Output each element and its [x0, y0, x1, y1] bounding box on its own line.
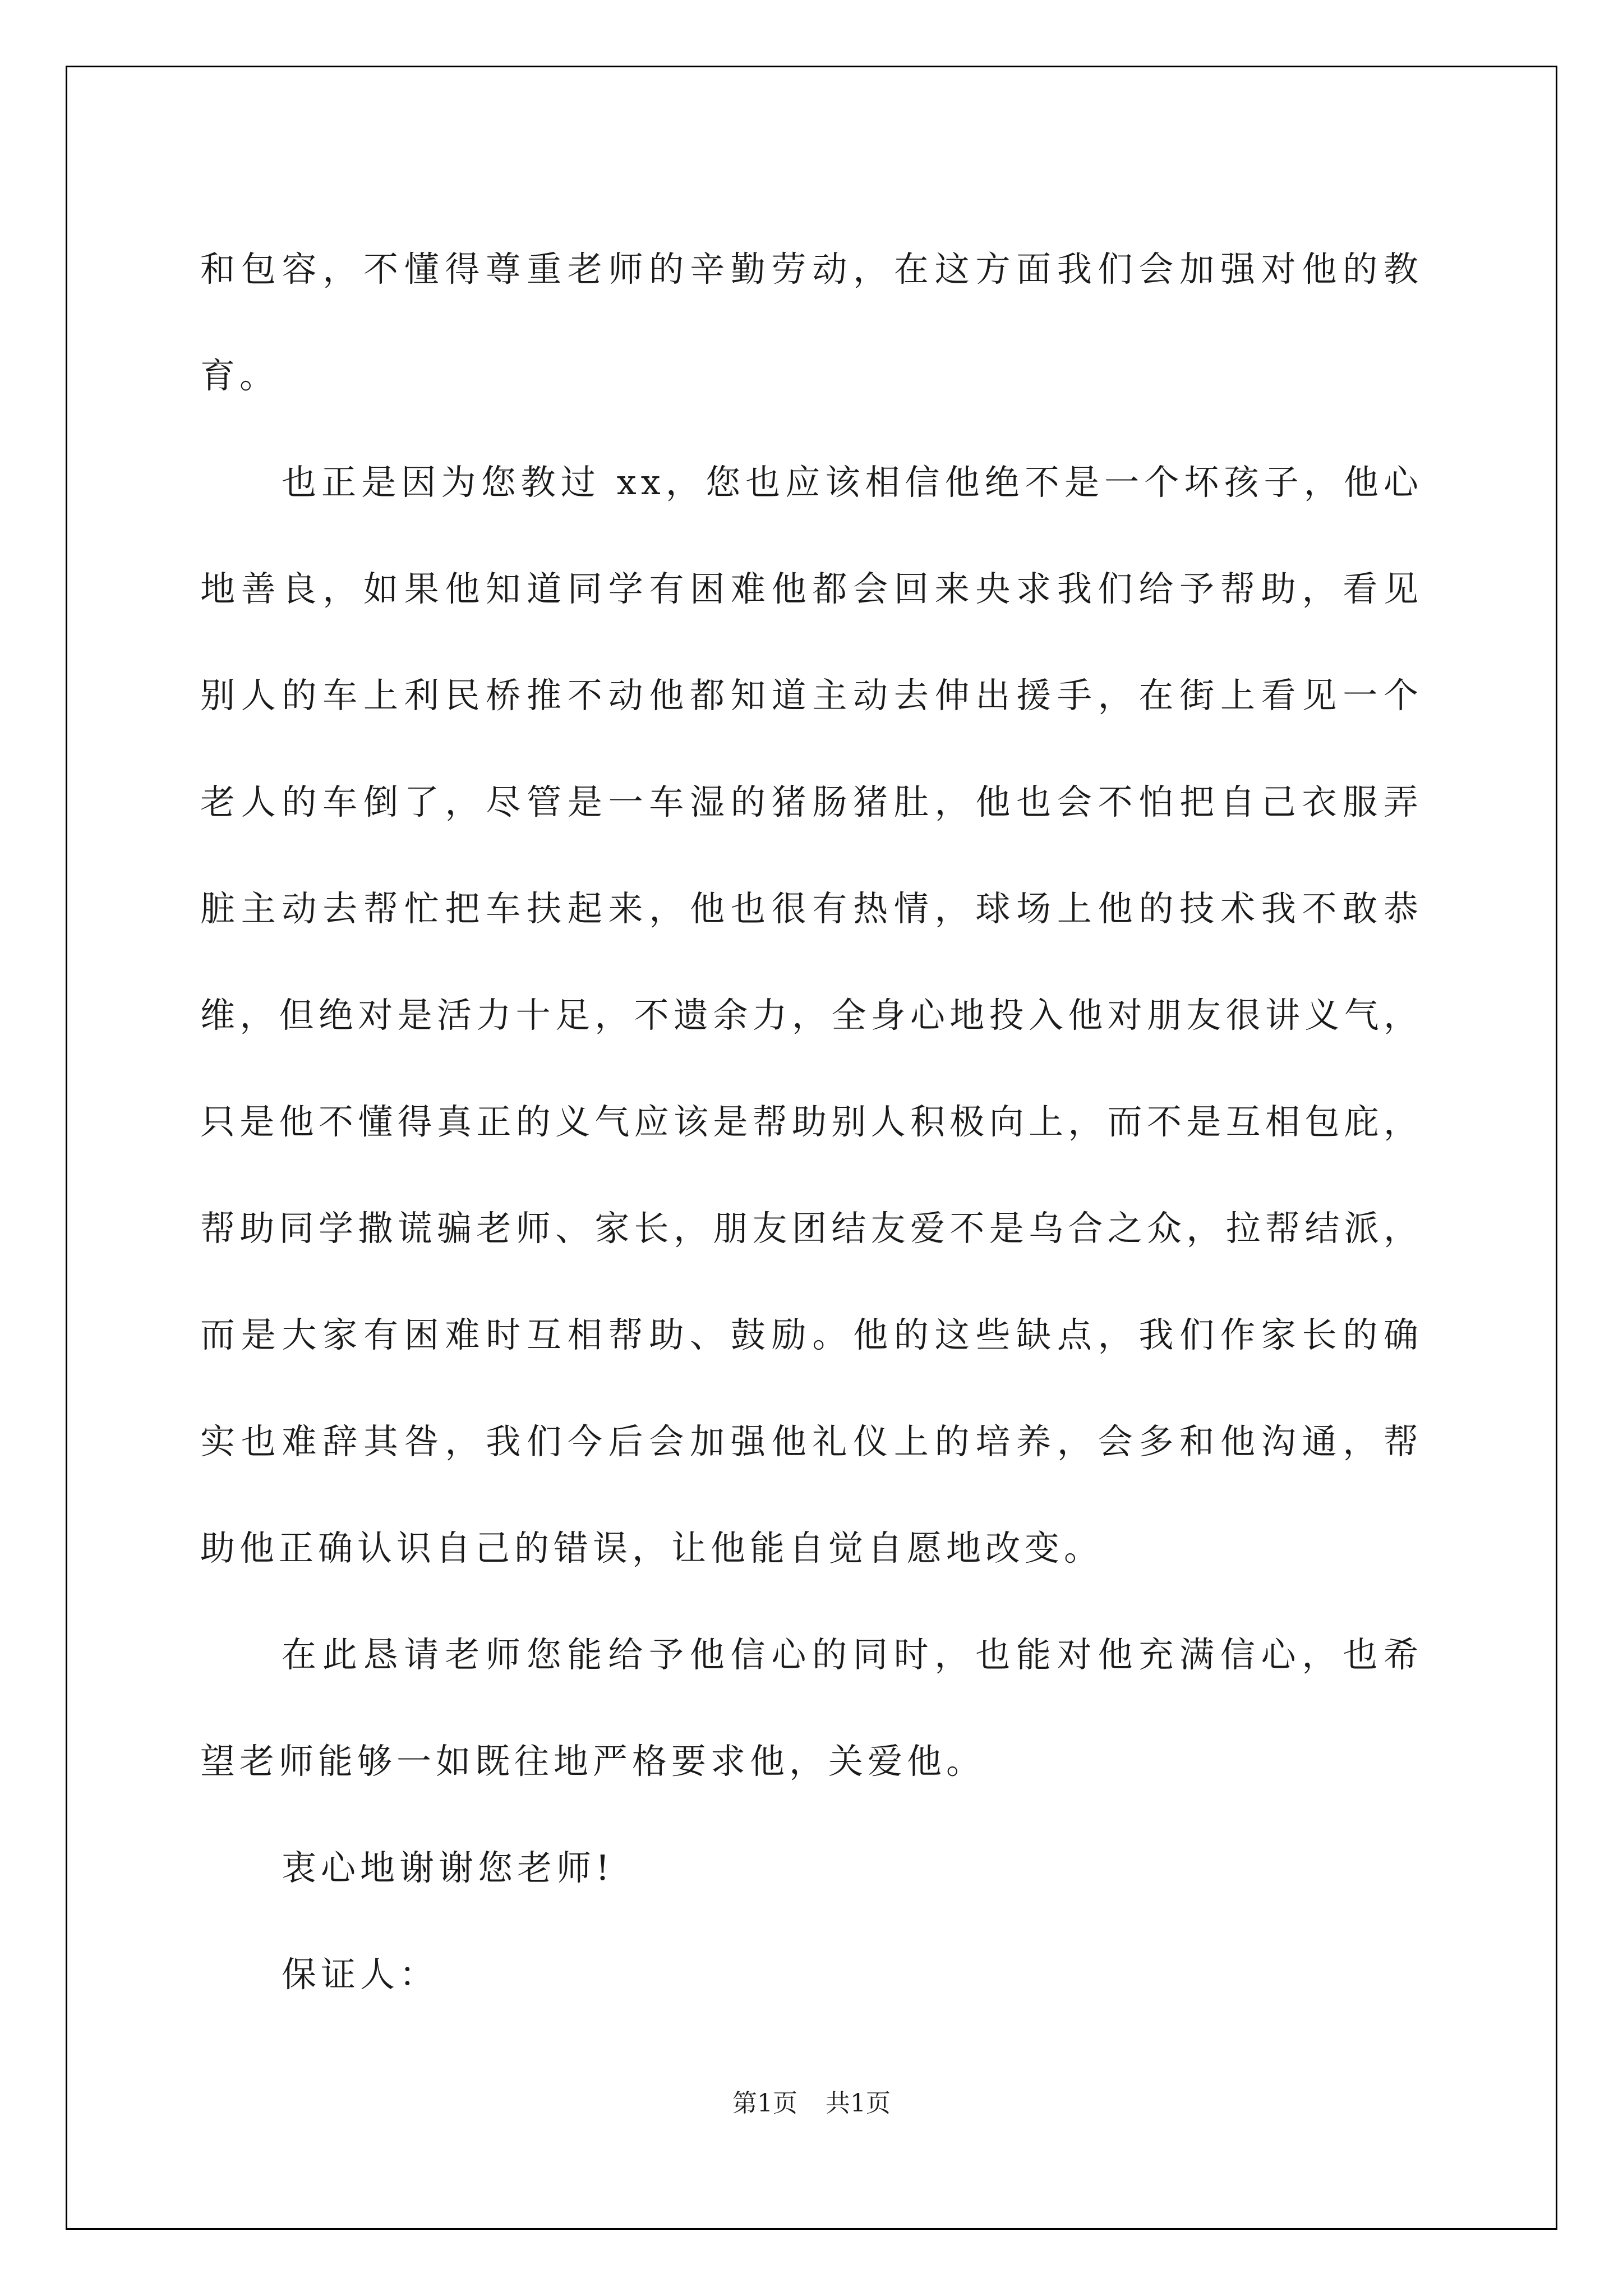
text-line: 和包容，不懂得尊重老师的辛勤劳动，在这方面我们会加强对他的教	[200, 249, 1423, 289]
paragraph-start-line: 也正是因为您教过 xx，您也应该相信他绝不是一个坏孩子，他心	[282, 462, 1423, 503]
text-line: 而是大家有困难时互相帮助、鼓励。他的这些缺点，我们作家长的确	[200, 1314, 1423, 1355]
text-line: 帮助同学撒谎骗老师、家长，朋友团结友爱不是乌合之众，拉帮结派，	[200, 1208, 1423, 1249]
signature-label: 保证人：	[282, 1954, 439, 1995]
page-number: 第1页	[732, 2089, 797, 2118]
text-line: 脏主动去帮忙把车扶起来，他也很有热情，球场上他的技术我不敢恭	[200, 888, 1423, 929]
text-line: 助他正确认识自己的错误，让他能自觉自愿地改变。	[200, 1527, 1104, 1568]
text-line: 实也难辞其咎，我们今后会加强他礼仪上的培养，会多和他沟通，帮	[200, 1421, 1423, 1462]
page-footer	[0, 2087, 1623, 2120]
paragraph-start-line: 在此恳请老师您能给予他信心的同时，也能对他充满信心，也希	[282, 1634, 1423, 1675]
text-line: 只是他不懂得真正的义气应该是帮助别人积极向上，而不是互相包庇，	[200, 1101, 1423, 1142]
closing-line: 衷心地谢谢您老师!	[282, 1847, 614, 1888]
text-line: 地善良，如果他知道同学有困难他都会回来央求我们给予帮助，看见	[200, 568, 1423, 609]
text-line: 育。	[200, 355, 279, 396]
text-line: 别人的车上利民桥推不动他都知道主动去伸出援手，在街上看见一个	[200, 675, 1423, 716]
text-line: 老人的车倒了，尽管是一车湿的猪肠猪肚，他也会不怕把自己衣服弄	[200, 781, 1423, 822]
text-line: 维，但绝对是活力十足，不遗余力，全身心地投入他对朋友很讲义气，	[200, 995, 1423, 1036]
document-body	[200, 216, 1423, 2028]
page-total: 共1页	[826, 2089, 891, 2118]
text-line: 望老师能够一如既往地严格要求他，关爱他。	[200, 1741, 986, 1782]
